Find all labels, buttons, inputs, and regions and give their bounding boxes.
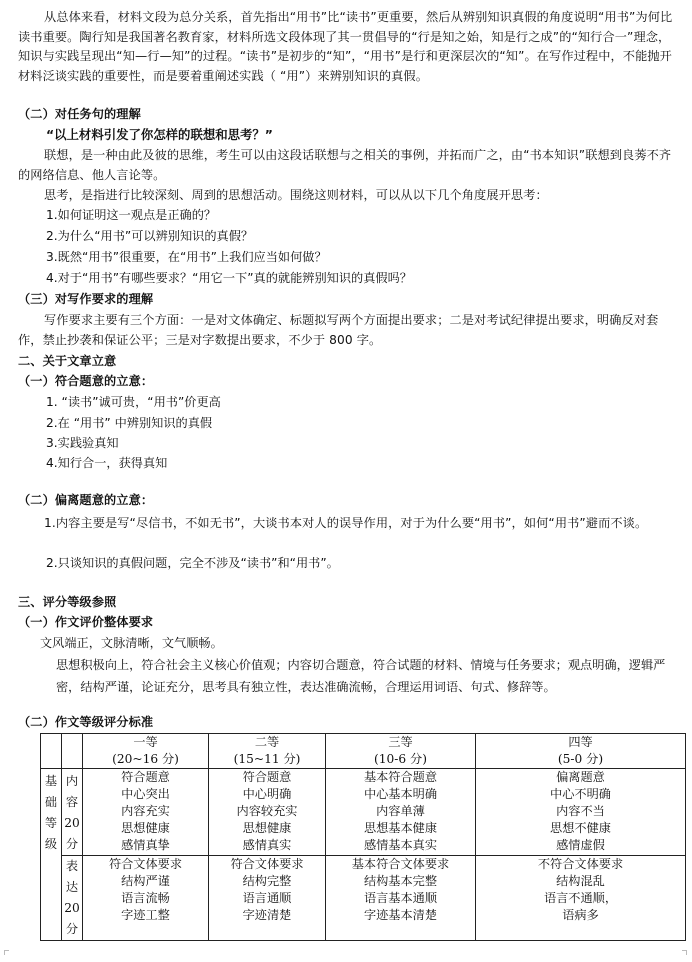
question-item: 2.为什么“用书”可以辨别知识的真假？: [46, 229, 254, 243]
tier-name: 三等: [388, 735, 413, 749]
content-criteria-tier2: 符合题意 中心明确 内容较充实 思想健康 感情真实: [209, 769, 326, 856]
content-requirement-paragraph: 思想积极向上，符合社会主义核心价值观；内容切合题意，符合试题的材料、情境与任务要求；观点明确，逻辑严密，结构严谨，论证充分，思考具有独立性，表达准确流畅，合理运用词语、句式、修辞等。: [56, 658, 666, 694]
expression-criteria-tier2: 符合文体要求 结构完整 语言通顺 字迹清楚: [209, 856, 326, 941]
expression-criteria-tier1: 符合文体要求 结构严谨 语言流畅 字迹工整: [83, 856, 209, 941]
expression-criteria-tier4: 不符合文体要求 结构混乱 语言不通顺， 语病多: [476, 856, 686, 941]
content-criteria-tier4: 偏离题意 中心不明确 内容不当 思想不健康 感情虚假: [476, 769, 686, 856]
subheading-off-topic: （二）偏离题意的立意：: [18, 493, 154, 507]
off-topic-item: 2.只谈知识的真假问题，完全不涉及“读书”和“用书”。: [46, 556, 339, 570]
task-quote: “以上材料引发了你怎样的联想和思考？”: [46, 127, 273, 142]
question-item: 1.如何证明这一观点是正确的？: [46, 208, 217, 222]
section-heading-task: （二）对任务句的理解: [18, 107, 141, 121]
tier-range: (15~11 分): [233, 752, 301, 766]
tier-header-cell: [83, 734, 209, 769]
content-criteria-label: 内 容 20 分: [62, 769, 83, 856]
subheading-overall-requirements: （一）作文评价整体要求: [18, 615, 154, 629]
table-corner-cell: [41, 734, 62, 769]
basic-level-label: 基 础 等 级: [41, 769, 62, 941]
expression-criteria-label: 表 达 20 分: [62, 856, 83, 941]
material-analysis-paragraph: 从总体来看，材料文段为总分关系，首先指出“用书”比“读书”更重要，然后从辨别知识真假的角度说明“用书”为何比读书重要。陶行知是我国著名教育家，材料所选文段体现了其一贯倡导的“行是知之始，知是行之成”的“知行合一”理念，知识与实践呈现出“知—行—知”的过程。“读书”是初步的“知”，“用书”是行和更深层次的“知”。在写作过程中，不能抛开材料泛谈实践的重要性，而是要着重阐述实践（ “用”）来辨别知识的真假。: [18, 10, 673, 83]
page-corner-mark: [4, 950, 9, 955]
question-item: 3.既然“用书”很重要，在“用书”上我们应当如何做？: [46, 250, 327, 264]
tier-range: (20~16 分): [112, 752, 179, 766]
part-heading-grading: 三、评分等级参照: [18, 595, 117, 609]
part-heading-theme: 二、关于文章立意: [18, 354, 117, 368]
thinking-paragraph: 思考，是指进行比较深刻、周到的思想活动。围绕这则材料，可以从以下几个角度展开思考：: [44, 188, 548, 202]
tier-header-cell: [476, 734, 686, 769]
tier-name: 二等: [254, 735, 280, 749]
grade-standards-table: [40, 733, 686, 941]
section-heading-writing: （三）对写作要求的理解: [18, 292, 154, 306]
theme-item: 3.实践验真知: [46, 436, 119, 450]
association-paragraph: 联想，是一种由此及彼的思维，考生可以由这段话联想与之相关的事例，并拓而广之，由“书本知识”联想到良莠不齐的网络信息、他人言论等。: [18, 148, 672, 182]
off-topic-item: 1.内容主要是写“尽信书，不如无书”，大谈书本对人的误导作用，对于为什么要“用书”，如何“用书”避而不谈。: [44, 516, 648, 530]
theme-item: 2.在 “用书” 中辨别知识的真假: [46, 416, 213, 430]
tier-name: 一等: [133, 735, 158, 749]
question-item: 4.对于“用书”有哪些要求？“用它一下”真的就能辨别知识的真假吗？: [46, 271, 412, 285]
theme-item: 1. “读书”诚可贵，“用书”价更高: [46, 395, 221, 409]
theme-item: 4.知行合一，获得真知: [46, 456, 168, 470]
content-criteria-tier1: 符合题意 中心突出 内容充实 思想健康 感情真挚: [83, 769, 209, 856]
table-corner-cell: [62, 734, 83, 769]
content-criteria-tier3: 基本符合题意 中心基本明确 内容单薄 思想基本健康 感情基本真实: [326, 769, 476, 856]
style-requirement-line: 文风端正，文脉清晰，文气顺畅。: [40, 636, 223, 650]
tier-range: (10-6 分): [374, 752, 427, 766]
subheading-grade-standards: （二）作文等级评分标准: [18, 715, 154, 729]
expression-criteria-tier3: 基本符合文体要求 结构基本完整 语言基本通顺 字迹基本清楚: [326, 856, 476, 941]
page-corner-mark: [682, 950, 687, 955]
subheading-on-topic: （一）符合题意的立意：: [18, 374, 154, 388]
tier-header-cell: [209, 734, 326, 769]
writing-requirements-paragraph: 写作要求主要有三个方面：一是对文体确定、标题拟写两个方面提出要求；二是对考试纪律提出要求，明确反对套作，禁止抄袭和保证公平；三是对字数提出要求，不少于 800 字。: [18, 313, 659, 347]
tier-name: 四等: [568, 735, 593, 749]
tier-range: (5-0 分): [557, 752, 604, 766]
tier-header-cell: [326, 734, 476, 769]
